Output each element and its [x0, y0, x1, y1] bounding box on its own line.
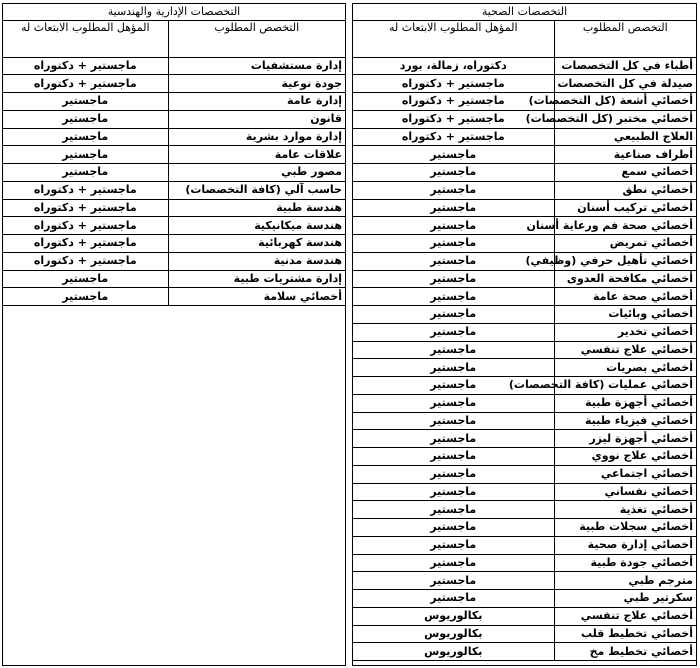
specialty-cell: أخصائي تمريض	[554, 235, 696, 253]
table-row	[353, 306, 696, 324]
health-specialties-panel	[352, 3, 697, 666]
specialty-cell: أخصائي أجهزة طبية	[554, 394, 696, 412]
health-table-body	[353, 57, 696, 661]
table-row	[3, 93, 345, 111]
table-row	[3, 217, 345, 235]
specialty-cell: صيدلة في كل التخصصات	[554, 75, 696, 93]
specialty-cell: العلاج الطبيعي	[554, 128, 696, 146]
qualification-cell: ماجستير	[353, 181, 554, 199]
specialty-cell: هندسة طبية	[168, 199, 345, 217]
table-row	[353, 128, 696, 146]
qualification-cell: ماجستير	[3, 288, 168, 306]
admin-specialties-title: التخصصات الإدارية والهندسية	[3, 4, 345, 21]
specialty-cell: أطباء في كل التخصصات	[554, 57, 696, 75]
table-row	[353, 146, 696, 164]
table-row	[353, 412, 696, 430]
qualification-cell: ماجستير	[353, 217, 554, 235]
table-row	[353, 377, 696, 395]
specialty-cell: أطراف صناعية	[554, 146, 696, 164]
qualification-cell: ماجستير	[353, 270, 554, 288]
table-row	[353, 110, 696, 128]
admin-table-body	[3, 57, 345, 306]
qualification-cell: ماجستير	[353, 341, 554, 359]
qualification-cell: ماجستير	[3, 93, 168, 111]
table-row	[353, 536, 696, 554]
qualification-cell: ماجستير + دكتوراه	[353, 75, 554, 93]
qualification-cell: ماجستير	[3, 128, 168, 146]
qualification-cell: ماجستير + دكتوراه	[3, 199, 168, 217]
qualification-cell: ماجستير	[353, 235, 554, 253]
qualification-cell: ماجستير	[353, 306, 554, 324]
qualification-cell: ماجستير	[353, 199, 554, 217]
qualification-cell: ماجستير + دكتوراه	[3, 57, 168, 75]
table-row	[353, 448, 696, 466]
table-row	[353, 93, 696, 111]
qualification-cell: ماجستير + دكتوراه	[353, 110, 554, 128]
specialty-column-header: التخصص المطلوب	[554, 21, 696, 57]
qualification-cell: بكالوريوس	[353, 607, 554, 625]
specialty-cell: أخصائي أجهزة ليزر	[554, 430, 696, 448]
qualification-cell: بكالوريوس	[353, 643, 554, 661]
qualification-cell: ماجستير + دكتوراه	[353, 128, 554, 146]
qualification-cell: بكالوريوس	[353, 625, 554, 643]
specialty-cell: قانون	[168, 110, 345, 128]
specialty-cell: أخصائي تركيب أسنان	[554, 199, 696, 217]
qualification-cell: ماجستير	[353, 377, 554, 395]
specialty-cell: حاسب آلي (كافة التخصصات)	[168, 181, 345, 199]
qualification-cell: ماجستير	[353, 164, 554, 182]
table-row	[353, 572, 696, 590]
qualification-cell: ماجستير	[353, 359, 554, 377]
specialty-cell: أخصائي فيزياء طبية	[554, 412, 696, 430]
qualification-cell: ماجستير	[353, 448, 554, 466]
specialty-cell: أخصائي سلامة	[168, 288, 345, 306]
table-row	[3, 164, 345, 182]
specialty-cell: مصور طبي	[168, 164, 345, 182]
specialty-cell: أخصائي صحة عامة	[554, 288, 696, 306]
specialty-cell: أخصائي تخطيط مخ	[554, 643, 696, 661]
qualification-cell: ماجستير	[353, 554, 554, 572]
table-row	[3, 110, 345, 128]
specialty-cell: جودة نوعية	[168, 75, 345, 93]
qualification-cell: ماجستير	[353, 519, 554, 537]
table-row	[353, 235, 696, 253]
table-row	[3, 75, 345, 93]
table-row	[3, 128, 345, 146]
specialty-cell: إدارة مشتريات طبية	[168, 270, 345, 288]
qualification-column-header: المؤهل المطلوب الابتعاث له	[353, 21, 554, 57]
table-row	[353, 270, 696, 288]
table-row	[353, 181, 696, 199]
qualification-cell: ماجستير	[353, 501, 554, 519]
table-row	[353, 465, 696, 483]
table-row	[353, 590, 696, 608]
specialty-cell: أخصائي صحة فم ورعاية أسنان	[554, 217, 696, 235]
health-specialties-table	[353, 21, 696, 661]
qualification-cell: ماجستير	[353, 590, 554, 608]
specialty-cell: أخصائي تخطيط قلب	[554, 625, 696, 643]
specialty-cell: أخصائي علاج نووي	[554, 448, 696, 466]
admin-specialties-table	[3, 21, 345, 306]
qualification-cell: ماجستير	[353, 430, 554, 448]
specialty-cell: هندسة ميكانيكية	[168, 217, 345, 235]
admin-specialties-panel	[2, 3, 346, 666]
specialty-cell: علاقات عامة	[168, 146, 345, 164]
qualification-cell: ماجستير + دكتوراه	[3, 235, 168, 253]
specialty-cell: إدارة مستشفيات	[168, 57, 345, 75]
qualification-cell: ماجستير + دكتوراه	[3, 252, 168, 270]
specialty-cell: إدارة موارد بشرية	[168, 128, 345, 146]
health-specialties-title: التخصصات الصحية	[353, 4, 696, 21]
specialty-cell: أخصائي سجلات طبية	[554, 519, 696, 537]
table-row	[3, 235, 345, 253]
table-row	[353, 519, 696, 537]
specialty-cell: أخصائي وبائيات	[554, 306, 696, 324]
qualification-cell: ماجستير	[353, 572, 554, 590]
table-row	[3, 57, 345, 75]
specialty-cell: أخصائي علاج تنفسي	[554, 341, 696, 359]
table-row	[3, 252, 345, 270]
table-row	[353, 501, 696, 519]
qualification-cell: ماجستير	[353, 483, 554, 501]
qualification-cell: ماجستير	[353, 412, 554, 430]
table-row	[353, 199, 696, 217]
specialty-cell: أخصائي بصريات	[554, 359, 696, 377]
table-row	[353, 554, 696, 572]
specialty-cell: أخصائي علاج تنفسي	[554, 607, 696, 625]
qualification-cell: ماجستير	[353, 465, 554, 483]
specialty-cell: أخصائي جودة طبية	[554, 554, 696, 572]
specialty-cell: أخصائي سمع	[554, 164, 696, 182]
table-header-row	[353, 21, 696, 57]
specialty-cell: أخصائي إدارة صحية	[554, 536, 696, 554]
specialty-cell: أخصائي تخدير	[554, 323, 696, 341]
specialty-cell: أخصائي تغذية	[554, 501, 696, 519]
table-row	[3, 199, 345, 217]
specialty-cell: أخصائي أشعة (كل التخصصات)	[554, 93, 696, 111]
specialty-column-header: التخصص المطلوب	[168, 21, 345, 57]
qualification-cell: ماجستير + دكتوراه	[3, 75, 168, 93]
qualification-cell: ماجستير	[3, 270, 168, 288]
specialty-cell: مترجم طبي	[554, 572, 696, 590]
table-row	[353, 252, 696, 270]
qualification-cell: ماجستير	[353, 252, 554, 270]
specialty-cell: أخصائي مختبر (كل التخصصات)	[554, 110, 696, 128]
qualification-cell: ماجستير	[353, 288, 554, 306]
table-row	[353, 643, 696, 661]
qualification-cell: ماجستير	[353, 536, 554, 554]
specialty-cell: سكرتير طبي	[554, 590, 696, 608]
table-row	[3, 146, 345, 164]
table-row	[353, 217, 696, 235]
qualification-cell: ماجستير	[3, 146, 168, 164]
specialty-cell: أخصائي اجتماعي	[554, 465, 696, 483]
table-row	[353, 430, 696, 448]
table-row	[3, 181, 345, 199]
qualification-cell: دكتوراه، زمالة، بورد	[353, 57, 554, 75]
table-row	[353, 57, 696, 75]
specialty-cell: هندسة مدنية	[168, 252, 345, 270]
table-header-row	[3, 21, 345, 57]
table-row	[353, 625, 696, 643]
qualification-cell: ماجستير + دكتوراه	[3, 181, 168, 199]
table-row	[3, 288, 345, 306]
specialty-cell: أخصائي نفساني	[554, 483, 696, 501]
table-row	[353, 288, 696, 306]
qualification-cell: ماجستير	[3, 164, 168, 182]
specialty-cell: أخصائي عمليات (كافة التخصصات)	[554, 377, 696, 395]
table-row	[353, 483, 696, 501]
table-row	[353, 164, 696, 182]
specialty-cell: إدارة عامة	[168, 93, 345, 111]
qualification-cell: ماجستير + دكتوراه	[353, 93, 554, 111]
table-row	[353, 341, 696, 359]
specialty-cell: هندسة كهربائية	[168, 235, 345, 253]
qualification-cell: ماجستير	[3, 110, 168, 128]
table-row	[353, 394, 696, 412]
specialty-cell: أخصائي نطق	[554, 181, 696, 199]
specialty-cell: أخصائي مكافحة العدوى	[554, 270, 696, 288]
table-row	[353, 359, 696, 377]
qualification-cell: ماجستير	[353, 323, 554, 341]
qualification-column-header: المؤهل المطلوب الابتعاث له	[3, 21, 168, 57]
qualification-cell: ماجستير	[353, 394, 554, 412]
qualification-cell: ماجستير + دكتوراه	[3, 217, 168, 235]
specialty-cell: أخصائي تأهيل حرفي (وظيفي)	[554, 252, 696, 270]
qualification-cell: ماجستير	[353, 146, 554, 164]
table-row	[353, 607, 696, 625]
table-row	[353, 75, 696, 93]
table-row	[353, 323, 696, 341]
table-row	[3, 270, 345, 288]
